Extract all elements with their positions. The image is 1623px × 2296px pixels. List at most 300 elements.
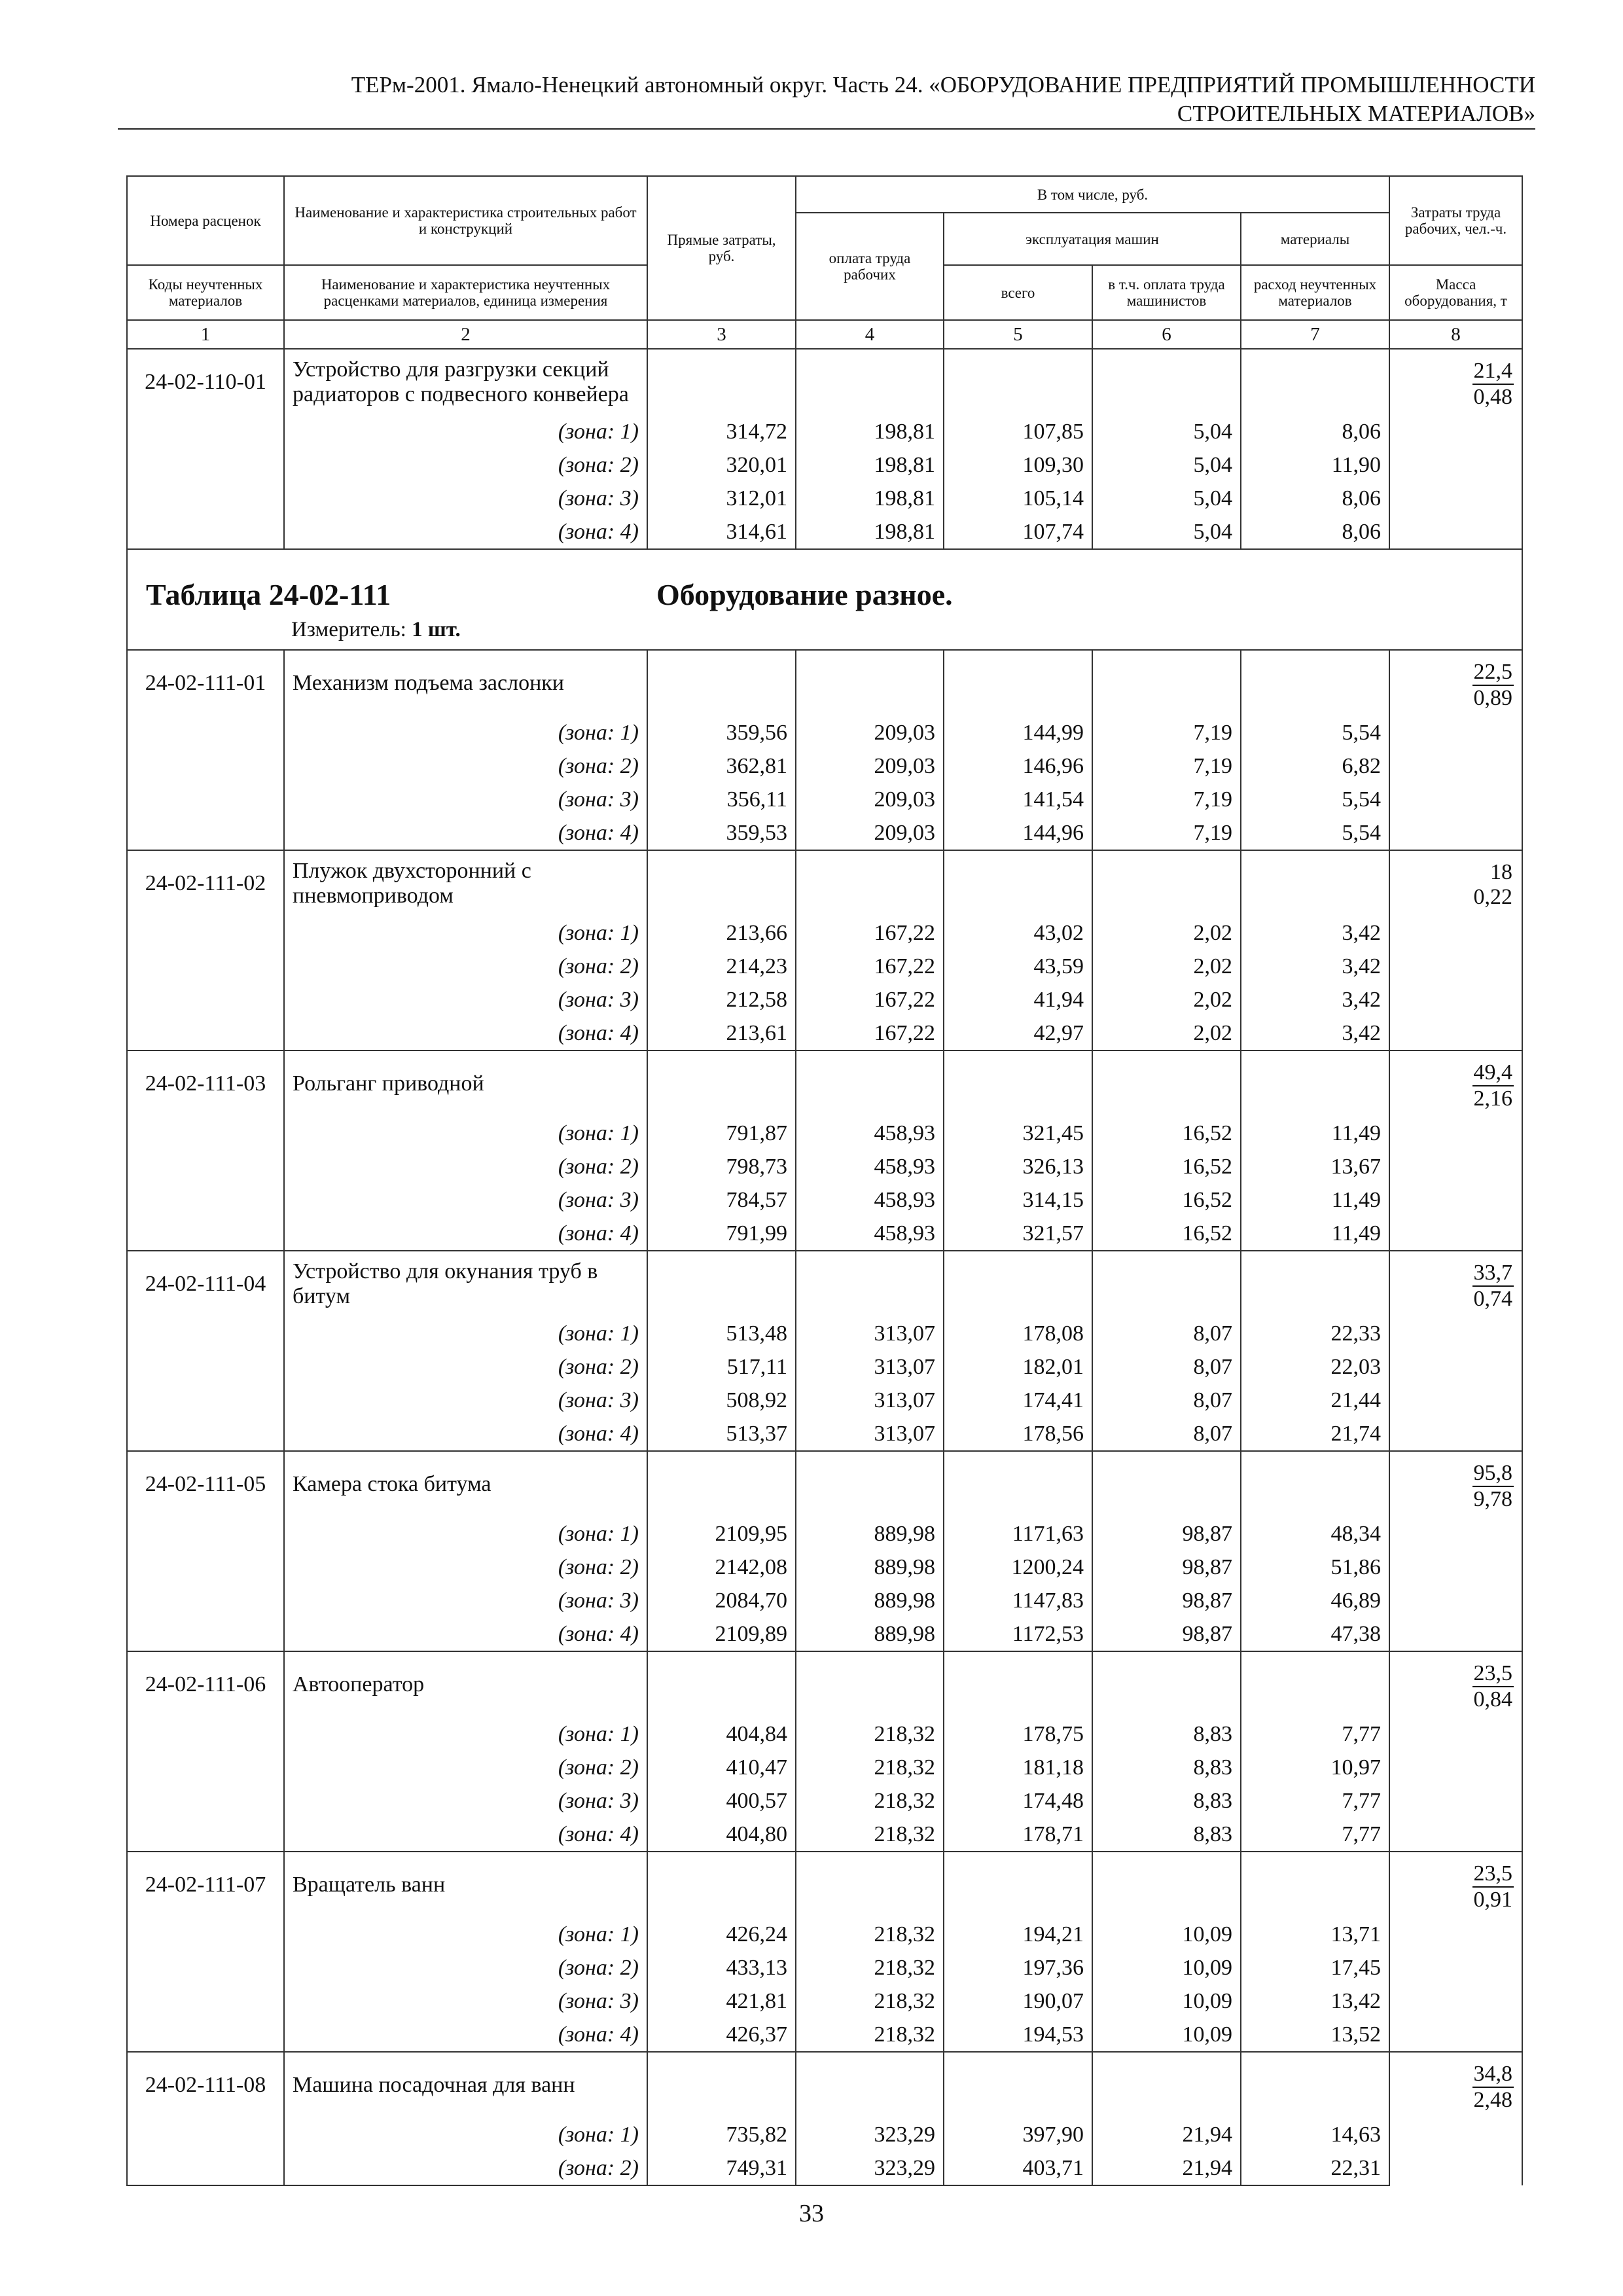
labor-mass-cell — [1389, 1050, 1522, 1251]
direct-cost: 791,99 — [647, 1217, 796, 1251]
labor-value: 34,8 — [1472, 2062, 1514, 2088]
materials: 3,42 — [1241, 1016, 1389, 1050]
machines-total: 144,96 — [944, 816, 1092, 850]
rate-name: Устройство для разгрузки секций радиаторов с подвесного конвейера — [284, 349, 647, 415]
materials: 8,06 — [1241, 482, 1389, 515]
materials: 13,42 — [1241, 1984, 1389, 2018]
machinist-wages: 5,04 — [1092, 482, 1241, 515]
zone-row — [127, 983, 1522, 1016]
column-number: 2 — [284, 320, 647, 349]
column-number: 8 — [1389, 320, 1522, 349]
wages: 889,98 — [796, 1517, 944, 1551]
materials: 11,49 — [1241, 1117, 1389, 1150]
zone-row — [127, 916, 1522, 950]
machinist-wages: 10,09 — [1092, 1951, 1241, 1984]
column-number: 7 — [1241, 320, 1389, 349]
machinist-wages: 2,02 — [1092, 983, 1241, 1016]
zone-row — [127, 1317, 1522, 1350]
rates-table — [126, 175, 1523, 2186]
rate-name: Камера стока битума — [284, 1451, 647, 1517]
materials: 11,90 — [1241, 448, 1389, 482]
wages: 218,32 — [796, 1951, 944, 1984]
materials: 7,77 — [1241, 1717, 1389, 1751]
rate-group — [127, 1251, 1522, 1451]
direct-cost: 213,66 — [647, 916, 796, 950]
wages: 313,07 — [796, 1350, 944, 1384]
rate-name: Механизм подъема заслонки — [284, 650, 647, 716]
direct-cost: 320,01 — [647, 448, 796, 482]
zone-label: (зона: 2) — [284, 1350, 647, 1384]
header-wages: оплата труда рабочих — [796, 213, 944, 320]
running-header — [118, 71, 1535, 128]
rate-name: Плужок двухсторонний с пневмоприводом — [284, 850, 647, 916]
materials: 5,54 — [1241, 716, 1389, 749]
machinist-wages: 8,83 — [1092, 1751, 1241, 1784]
direct-cost: 314,61 — [647, 515, 796, 549]
column-numbers-row — [127, 320, 1522, 349]
materials: 22,33 — [1241, 1317, 1389, 1350]
machines-total: 403,71 — [944, 2151, 1092, 2185]
header-rule — [118, 128, 1535, 130]
direct-cost: 410,47 — [647, 1751, 796, 1784]
materials: 11,49 — [1241, 1183, 1389, 1217]
zone-row — [127, 1417, 1522, 1451]
header-including: В том числе, руб. — [796, 176, 1389, 213]
header-labor-costs: Затраты труда рабочих, чел.-ч. — [1389, 176, 1522, 265]
machinist-wages: 8,83 — [1092, 1784, 1241, 1818]
zone-label: (зона: 3) — [284, 783, 647, 816]
rate-group — [127, 1852, 1522, 2052]
unit-value: 1 шт. — [412, 618, 461, 641]
rate-code: 24-02-111-08 — [127, 2052, 284, 2118]
zone-row — [127, 1918, 1522, 1951]
machinist-wages: 5,04 — [1092, 415, 1241, 448]
zone-row — [127, 482, 1522, 515]
machines-total: 144,99 — [944, 716, 1092, 749]
labor-value: 18 — [1490, 860, 1513, 884]
machines-total: 42,97 — [944, 1016, 1092, 1050]
wages: 218,32 — [796, 1751, 944, 1784]
machinist-wages: 16,52 — [1092, 1150, 1241, 1183]
direct-cost: 213,61 — [647, 1016, 796, 1050]
labor-mass-cell — [1389, 349, 1522, 549]
direct-cost: 784,57 — [647, 1183, 796, 1217]
machinist-wages: 8,07 — [1092, 1317, 1241, 1350]
direct-cost: 735,82 — [647, 2118, 796, 2151]
zone-label: (зона: 1) — [284, 1117, 647, 1150]
materials: 3,42 — [1241, 950, 1389, 983]
machines-total: 326,13 — [944, 1150, 1092, 1183]
machines-total: 182,01 — [944, 1350, 1092, 1384]
table-label: Таблица 24-02-111 — [146, 578, 391, 611]
zone-label: (зона: 1) — [284, 916, 647, 950]
machinist-wages: 7,19 — [1092, 816, 1241, 850]
machines-total: 174,48 — [944, 1784, 1092, 1818]
rate-code: 24-02-111-05 — [127, 1451, 284, 1517]
machines-total: 141,54 — [944, 783, 1092, 816]
wages: 218,32 — [796, 1784, 944, 1818]
labor-value: 33,7 — [1472, 1261, 1514, 1287]
materials: 21,44 — [1241, 1384, 1389, 1417]
zone-label: (зона: 1) — [284, 1918, 647, 1951]
zone-label: (зона: 3) — [284, 1984, 647, 2018]
materials: 47,38 — [1241, 1617, 1389, 1651]
direct-cost: 421,81 — [647, 1984, 796, 2018]
zone-label: (зона: 4) — [284, 1818, 647, 1852]
page-number: 33 — [799, 2200, 824, 2227]
direct-cost: 433,13 — [647, 1951, 796, 1984]
machinist-wages: 98,87 — [1092, 1584, 1241, 1617]
rate-code: 24-02-111-06 — [127, 1651, 284, 1717]
zone-row — [127, 783, 1522, 816]
mass-value: 0,74 — [1473, 1287, 1513, 1311]
materials: 6,82 — [1241, 749, 1389, 783]
zone-label: (зона: 2) — [284, 749, 647, 783]
mass-value: 0,89 — [1473, 686, 1513, 710]
machinist-wages: 2,02 — [1092, 950, 1241, 983]
wages: 167,22 — [796, 916, 944, 950]
wages: 167,22 — [796, 950, 944, 983]
header-material-codes: Коды неучтенных материалов — [127, 265, 284, 320]
wages: 198,81 — [796, 482, 944, 515]
labor-mass-cell — [1389, 650, 1522, 850]
zone-row — [127, 1016, 1522, 1050]
materials: 10,97 — [1241, 1751, 1389, 1784]
header-direct-costs: Прямые затраты, руб. — [647, 176, 796, 320]
direct-cost: 508,92 — [647, 1384, 796, 1417]
zone-label: (зона: 1) — [284, 716, 647, 749]
labor-value: 49,4 — [1472, 1060, 1514, 1086]
zone-label: (зона: 4) — [284, 2018, 647, 2052]
running-header-line-2: СТРОИТЕЛЬНЫХ МАТЕРИАЛОВ» — [1177, 101, 1535, 126]
machinist-wages: 98,87 — [1092, 1517, 1241, 1551]
machines-total: 178,75 — [944, 1717, 1092, 1751]
labor-mass-fraction — [1472, 359, 1514, 410]
column-number: 6 — [1092, 320, 1241, 349]
labor-mass-cell — [1389, 850, 1522, 1050]
zone-label: (зона: 3) — [284, 1384, 647, 1417]
labor-value: 21,4 — [1472, 359, 1514, 385]
unit-label: Измеритель: — [291, 618, 406, 641]
direct-cost: 2109,89 — [647, 1617, 796, 1651]
zone-label: (зона: 1) — [284, 1317, 647, 1350]
machinist-wages: 10,09 — [1092, 1918, 1241, 1951]
zone-row — [127, 1584, 1522, 1617]
zone-label: (зона: 1) — [284, 1717, 647, 1751]
machinist-wages: 2,02 — [1092, 1016, 1241, 1050]
rate-name: Вращатель ванн — [284, 1852, 647, 1918]
machines-total: 314,15 — [944, 1183, 1092, 1217]
machines-total: 107,85 — [944, 415, 1092, 448]
machinist-wages: 7,19 — [1092, 783, 1241, 816]
machinist-wages: 5,04 — [1092, 515, 1241, 549]
machinist-wages: 8,83 — [1092, 1717, 1241, 1751]
zone-label: (зона: 4) — [284, 1016, 647, 1050]
zone-label: (зона: 1) — [284, 2118, 647, 2151]
direct-cost: 513,48 — [647, 1317, 796, 1350]
direct-cost: 798,73 — [647, 1150, 796, 1183]
direct-cost: 400,57 — [647, 1784, 796, 1818]
rate-group — [127, 850, 1522, 1050]
wages: 323,29 — [796, 2151, 944, 2185]
labor-mass-cell — [1389, 1451, 1522, 1651]
materials: 5,54 — [1241, 816, 1389, 850]
materials: 11,49 — [1241, 1217, 1389, 1251]
materials: 8,06 — [1241, 515, 1389, 549]
column-number: 3 — [647, 320, 796, 349]
rate-code: 24-02-111-03 — [127, 1050, 284, 1117]
wages: 209,03 — [796, 749, 944, 783]
mass-value: 0,22 — [1473, 885, 1513, 909]
table-name: Оборудование разное. — [656, 578, 953, 611]
machines-total: 178,08 — [944, 1317, 1092, 1350]
direct-cost: 362,81 — [647, 749, 796, 783]
machinist-wages: 10,09 — [1092, 1984, 1241, 2018]
zone-row — [127, 2018, 1522, 2052]
unit-of-measure — [291, 618, 461, 642]
wages: 209,03 — [796, 716, 944, 749]
direct-cost: 214,23 — [647, 950, 796, 983]
labor-mass-fraction — [1472, 2062, 1514, 2113]
direct-cost: 359,53 — [647, 816, 796, 850]
header-machines: эксплуатация машин — [944, 213, 1241, 265]
section-header — [127, 549, 1522, 650]
machinist-wages: 10,09 — [1092, 2018, 1241, 2052]
direct-cost: 426,24 — [647, 1918, 796, 1951]
machinist-wages: 16,52 — [1092, 1117, 1241, 1150]
header-name: Наименование и характеристика строительных работ и конструкций — [284, 176, 647, 265]
zone-row — [127, 1150, 1522, 1183]
zone-label: (зона: 4) — [284, 1217, 647, 1251]
machines-total: 146,96 — [944, 749, 1092, 783]
zone-row — [127, 1751, 1522, 1784]
rate-code: 24-02-111-01 — [127, 650, 284, 716]
machinist-wages: 8,07 — [1092, 1417, 1241, 1451]
machinist-wages: 7,19 — [1092, 749, 1241, 783]
direct-cost: 517,11 — [647, 1350, 796, 1384]
direct-cost: 212,58 — [647, 983, 796, 1016]
labor-mass-cell — [1389, 1852, 1522, 2052]
machinist-wages: 5,04 — [1092, 448, 1241, 482]
mass-value: 0,48 — [1473, 385, 1513, 409]
machines-total: 1147,83 — [944, 1584, 1092, 1617]
rate-group — [127, 1451, 1522, 1651]
machinist-wages: 8,07 — [1092, 1350, 1241, 1384]
materials: 3,42 — [1241, 983, 1389, 1016]
zone-label: (зона: 4) — [284, 1417, 647, 1451]
wages: 313,07 — [796, 1417, 944, 1451]
direct-cost: 791,87 — [647, 1117, 796, 1150]
zone-row — [127, 1217, 1522, 1251]
header-equipment-mass: Масса оборудования, т — [1389, 265, 1522, 320]
zone-label: (зона: 2) — [284, 1551, 647, 1584]
zone-label: (зона: 3) — [284, 1183, 647, 1217]
wages: 209,03 — [796, 816, 944, 850]
rate-code: 24-02-111-04 — [127, 1251, 284, 1317]
materials: 17,45 — [1241, 1951, 1389, 1984]
column-number: 1 — [127, 320, 284, 349]
zone-label: (зона: 2) — [284, 1150, 647, 1183]
rate-group — [127, 1651, 1522, 1852]
wages: 209,03 — [796, 783, 944, 816]
direct-cost: 749,31 — [647, 2151, 796, 2185]
zone-row — [127, 816, 1522, 850]
machines-total: 174,41 — [944, 1384, 1092, 1417]
direct-cost: 404,80 — [647, 1818, 796, 1852]
table-header — [127, 176, 1522, 349]
machines-total: 397,90 — [944, 2118, 1092, 2151]
wages: 218,32 — [796, 1918, 944, 1951]
zone-row — [127, 1384, 1522, 1417]
labor-value: 23,5 — [1472, 1661, 1514, 1687]
zone-row — [127, 950, 1522, 983]
zone-label: (зона: 2) — [284, 1951, 647, 1984]
machinist-wages: 21,94 — [1092, 2118, 1241, 2151]
materials: 48,34 — [1241, 1517, 1389, 1551]
wages: 218,32 — [796, 2018, 944, 2052]
machines-total: 181,18 — [944, 1751, 1092, 1784]
machinist-wages: 16,52 — [1092, 1217, 1241, 1251]
zone-row — [127, 749, 1522, 783]
header-materials: материалы — [1241, 213, 1389, 265]
rate-group — [127, 349, 1522, 549]
machines-total: 178,71 — [944, 1818, 1092, 1852]
materials: 13,71 — [1241, 1918, 1389, 1951]
machinist-wages: 21,94 — [1092, 2151, 1241, 2185]
machines-total: 321,45 — [944, 1117, 1092, 1150]
rate-name: Машина посадочная для ванн — [284, 2052, 647, 2118]
zone-label: (зона: 1) — [284, 415, 647, 448]
direct-cost: 404,84 — [647, 1717, 796, 1751]
zone-row — [127, 1717, 1522, 1751]
mass-value: 0,84 — [1473, 1687, 1513, 1712]
materials: 13,67 — [1241, 1150, 1389, 1183]
rate-name: Автооператор — [284, 1651, 647, 1717]
wages: 167,22 — [796, 983, 944, 1016]
materials: 13,52 — [1241, 2018, 1389, 2052]
labor-mass-fraction — [1472, 1861, 1514, 1912]
labor-mass-fraction — [1472, 1060, 1514, 1111]
zone-row — [127, 448, 1522, 482]
zone-row — [127, 415, 1522, 448]
labor-mass-fraction — [1472, 1261, 1514, 1312]
machines-total: 197,36 — [944, 1951, 1092, 1984]
wages: 313,07 — [796, 1317, 944, 1350]
zone-row — [127, 1984, 1522, 2018]
wages: 198,81 — [796, 415, 944, 448]
direct-cost: 356,11 — [647, 783, 796, 816]
zone-row — [127, 1784, 1522, 1818]
wages: 458,93 — [796, 1117, 944, 1150]
wages: 218,32 — [796, 1717, 944, 1751]
zone-row — [127, 515, 1522, 549]
materials: 46,89 — [1241, 1584, 1389, 1617]
rate-group — [127, 1050, 1522, 1251]
machines-total: 41,94 — [944, 983, 1092, 1016]
machines-total: 43,59 — [944, 950, 1092, 983]
machines-total: 43,02 — [944, 916, 1092, 950]
wages: 167,22 — [796, 1016, 944, 1050]
zone-label: (зона: 1) — [284, 1517, 647, 1551]
labor-value: 23,5 — [1472, 1861, 1514, 1888]
zone-label: (зона: 2) — [284, 448, 647, 482]
machinist-wages: 8,07 — [1092, 1384, 1241, 1417]
wages: 458,93 — [796, 1217, 944, 1251]
zone-label: (зона: 2) — [284, 950, 647, 983]
rate-code: 24-02-110-01 — [127, 349, 284, 415]
header-material-names: Наименование и характеристика неучтенных расценками материалов, единица измерения — [284, 265, 647, 320]
machines-total: 194,21 — [944, 1918, 1092, 1951]
labor-mass-cell — [1389, 2052, 1522, 2185]
labor-mass-cell — [1389, 1251, 1522, 1451]
labor-mass-cell — [1389, 1651, 1522, 1852]
zone-row — [127, 1183, 1522, 1217]
wages: 198,81 — [796, 448, 944, 482]
materials: 22,31 — [1241, 2151, 1389, 2185]
direct-cost: 2109,95 — [647, 1517, 796, 1551]
machines-total: 107,74 — [944, 515, 1092, 549]
zone-row — [127, 2151, 1522, 2185]
labor-value: 95,8 — [1472, 1461, 1514, 1487]
materials: 8,06 — [1241, 415, 1389, 448]
zone-label: (зона: 3) — [284, 983, 647, 1016]
zone-label: (зона: 4) — [284, 1617, 647, 1651]
materials: 14,63 — [1241, 2118, 1389, 2151]
mass-value: 0,91 — [1473, 1888, 1513, 1912]
machinist-wages: 8,83 — [1092, 1818, 1241, 1852]
rate-group — [127, 2052, 1522, 2185]
zone-label: (зона: 4) — [284, 515, 647, 549]
zone-row — [127, 1617, 1522, 1651]
rate-name: Устройство для окунания труб в битум — [284, 1251, 647, 1317]
zone-label: (зона: 2) — [284, 2151, 647, 2185]
materials: 51,86 — [1241, 1551, 1389, 1584]
machines-total: 321,57 — [944, 1217, 1092, 1251]
machines-total: 109,30 — [944, 448, 1092, 482]
zone-label: (зона: 3) — [284, 1784, 647, 1818]
wages: 198,81 — [796, 515, 944, 549]
mass-value: 9,78 — [1473, 1487, 1513, 1511]
direct-cost: 314,72 — [647, 415, 796, 448]
zone-row — [127, 1951, 1522, 1984]
zone-row — [127, 1517, 1522, 1551]
direct-cost: 513,37 — [647, 1417, 796, 1451]
rate-code: 24-02-111-07 — [127, 1852, 284, 1918]
header-machines-total: всего — [944, 265, 1092, 320]
labor-mass-fraction — [1472, 1461, 1514, 1512]
labor-mass-fraction — [1472, 860, 1514, 910]
machines-total: 194,53 — [944, 2018, 1092, 2052]
zone-label: (зона: 2) — [284, 1751, 647, 1784]
wages: 889,98 — [796, 1551, 944, 1584]
column-number: 4 — [796, 320, 944, 349]
direct-cost: 312,01 — [647, 482, 796, 515]
header-machinist-wages: в т.ч. оплата труда машинистов — [1092, 265, 1241, 320]
labor-mass-fraction — [1472, 660, 1514, 711]
zone-label: (зона: 3) — [284, 482, 647, 515]
materials: 3,42 — [1241, 916, 1389, 950]
wages: 889,98 — [796, 1584, 944, 1617]
direct-cost: 2084,70 — [647, 1584, 796, 1617]
machines-total: 105,14 — [944, 482, 1092, 515]
direct-cost: 426,37 — [647, 2018, 796, 2052]
rate-group — [127, 650, 1522, 850]
machinist-wages: 7,19 — [1092, 716, 1241, 749]
machines-total: 190,07 — [944, 1984, 1092, 2018]
zone-row — [127, 716, 1522, 749]
running-header-line-1: ТЕРм-2001. Ямало-Ненецкий автономный округ. Часть 24. «ОБОРУДОВАНИЕ ПРЕДПРИЯТИЙ ПРОМЫШЛЕННОСТИ — [351, 72, 1535, 98]
direct-cost: 2142,08 — [647, 1551, 796, 1584]
